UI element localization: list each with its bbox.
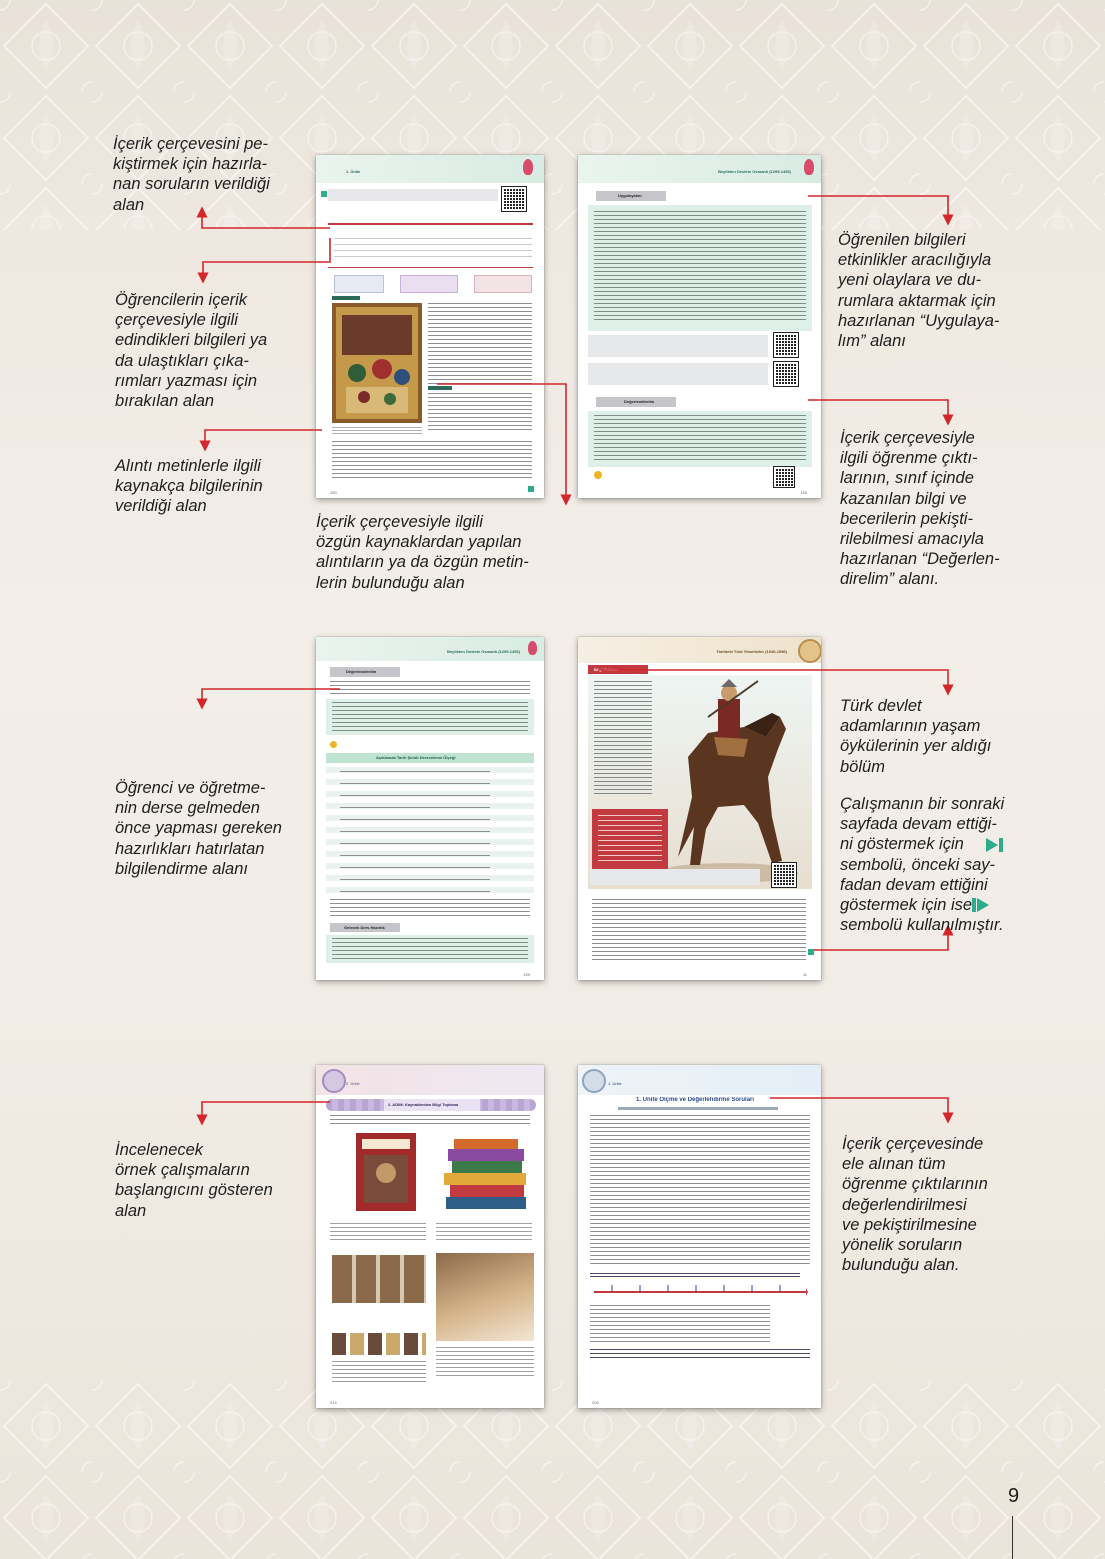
concept-box-3 — [474, 275, 532, 293]
continue-next-symbol-icon — [986, 838, 1004, 852]
tip-icon — [330, 741, 337, 748]
page-header-title: Beylikten Devlete Osmanlı (1299-1453) — [447, 649, 520, 654]
body-text — [592, 899, 806, 961]
instructions-text — [332, 702, 528, 732]
annotation-question-area: İçerik çerçevesini pe- kiştirmek için hazırla- nan soruların verildiği alan — [113, 135, 270, 214]
annotation-continue-line-b: sembolü, önceki say- fadan devam ettiğini göstermek için ise — [840, 855, 995, 915]
annotation-source-texts-area: İçerik çerçevesiyle ilgili özgün kaynaklardan yapılan alıntıların ya da özgün metin- lerin bulunduğu alan — [316, 513, 529, 592]
bilgi-kutusu-label: Bilgi Kutusu — [594, 667, 618, 672]
question-3-text — [590, 1305, 770, 1345]
page-unit-label: 2. Ünite — [346, 1081, 360, 1086]
caption-text-2 — [436, 1223, 532, 1243]
evaluate-text — [594, 415, 806, 461]
page-unit-label: 1. Ünite — [608, 1081, 622, 1086]
sample-page-unit-content — [316, 155, 544, 498]
sample-page-sample-study — [316, 1065, 544, 1408]
rosette-ornament — [798, 639, 821, 663]
practice-text — [594, 211, 806, 323]
notes-text — [330, 899, 530, 917]
website-screenshot — [332, 1255, 426, 1303]
write-area-line-2 — [328, 267, 533, 268]
tulip-ornament — [804, 159, 814, 175]
continue-symbol-end — [808, 949, 814, 955]
annotation-continue-line-a: Çalışmanın bir sonraki sayfada devam ettiği- ni göstermek için — [840, 795, 1005, 854]
timeline-text — [598, 815, 662, 863]
annotation-biography-section: Türk devlet adamlarının yaşam öykülerinin yer aldığı bölüm — [840, 697, 992, 776]
timeline-strip — [592, 1285, 808, 1299]
rosette-ornament — [322, 1069, 346, 1093]
biography-text — [594, 681, 652, 797]
evaluate-section-label: Değerlendirelim — [624, 399, 655, 404]
sample-page-biography — [578, 637, 821, 980]
caption-text-1 — [330, 1223, 426, 1243]
annotation-preparation-area: Öğrenci ve öğretme- nin derse gelmeden önce yapması gereken hazırlıkları hatırlatan bilgilendirme alanı — [115, 779, 282, 878]
source-text-1 — [428, 303, 532, 385]
caption-text-4 — [436, 1347, 534, 1377]
page-header-band — [578, 1065, 821, 1095]
question-2-title — [590, 1273, 800, 1279]
sample-page-assessment-questions — [578, 1065, 821, 1408]
page-number: 11 — [802, 972, 807, 977]
annotation-reference-area: Alıntı metinlerle ilgili kaynakça bilgilerinin verildiği alan — [115, 457, 263, 516]
tip-icon — [594, 471, 602, 479]
practice-bar-2 — [588, 363, 768, 385]
source-label-2 — [428, 386, 452, 390]
source-text-2 — [428, 393, 532, 433]
history-book-cover-image — [356, 1133, 416, 1211]
qr-code — [774, 362, 798, 386]
page-header-title: Beylikten Devlete Osmanlı (1299-1453) — [718, 169, 791, 174]
page-number: 150 — [330, 490, 337, 495]
concept-box-1 — [334, 275, 384, 293]
write-area-line-1 — [328, 223, 533, 225]
annotation-evaluation-area: İçerik çerçevesiyle ilgili öğrenme çıktı- larının, sınıf içinde kazanılan bilgi ve becerilerin pekişti- rilebilmesi amacıyla hazırlanan “Değerlen- direlim” alanı. — [840, 429, 1000, 589]
caption-text-3 — [332, 1361, 426, 1385]
stack-of-books-image — [440, 1137, 532, 1217]
intro-text — [330, 1115, 530, 1127]
assessment-subtitle — [618, 1107, 778, 1110]
next-lesson-text — [332, 938, 528, 960]
write-area-lines — [334, 233, 532, 261]
intro-text — [330, 681, 530, 697]
annotation-sample-study-start: İncelenecek örnek çalışmaların başlangıcını gösteren alan — [115, 1141, 273, 1220]
tulip-ornament — [528, 641, 537, 655]
page-number: 200 — [592, 1400, 599, 1405]
annotation-continue-line-c: sembolü kullanılmıştır. — [840, 916, 1004, 935]
concept-box-2 — [400, 275, 458, 293]
annotation-writing-area: Öğrencilerin içerik çerçevesiyle ilgili edindikleri bilgileri ya da ulaştıkları çıka- rımları yazması için bırakılan alan — [115, 291, 268, 411]
rating-table-text — [340, 769, 490, 893]
practice-section-label: Uygulayalım — [618, 193, 642, 198]
warrior-on-horse-illustration — [648, 677, 808, 887]
annotation-continue-symbols — [840, 794, 1040, 935]
page-number: 155 — [800, 490, 807, 495]
library-photo — [436, 1253, 534, 1341]
evaluate-section-label: Değerlendirelim — [346, 669, 377, 674]
qr-code — [502, 187, 526, 211]
rosette-ornament — [582, 1069, 606, 1093]
page-number-main: 9 — [1008, 1485, 1020, 1507]
book-covers-row — [332, 1333, 426, 1355]
question-bar — [328, 189, 498, 201]
assessment-title: 1. Ünite Ölçme ve Değerlendirme Soruları — [636, 1097, 755, 1103]
continue-symbol-end — [528, 486, 534, 492]
question-4-text — [590, 1349, 810, 1361]
question-1-text — [590, 1115, 810, 1265]
practice-bar-1 — [588, 335, 768, 357]
body-text — [332, 441, 532, 481]
qr-code — [774, 333, 798, 357]
page-header-band — [316, 1065, 544, 1095]
study-title: 2. ADIM: Kaynaklardan Bilgi Toplama — [388, 1102, 459, 1107]
caption-bar — [590, 869, 760, 885]
annotation-practice-area: Öğrenilen bilgileri etkinlikler aracılığıyla yeni olaylara ve du- rumlara aktarmak için hazırlanan “Uygulaya- lım” alanı — [838, 231, 1000, 351]
rating-scale-title: Açıklamalı Tarih Şeridi Dereceleme Ölçeği — [376, 755, 456, 760]
annotation-assessment-questions: İçerik çerçevesinde ele alınan tüm öğrenme çıktılarının değerlendirilmesi ve pekiştirilmesine yönelik soruların bulunduğu alan. — [842, 1135, 988, 1275]
reference-text — [332, 427, 422, 435]
page-number: 159 — [523, 972, 530, 977]
sample-page-evaluation — [316, 637, 544, 980]
sample-page-practice — [578, 155, 821, 498]
tulip-ornament — [523, 159, 533, 175]
page-unit-label: 1. Ünite — [346, 169, 361, 174]
qr-code — [774, 467, 794, 487]
page-header-title: Tarihteki Türk Yöneticiler (1040-1096) — [716, 649, 787, 654]
next-lesson-label: Gelecek Ders Hazırlık — [344, 925, 385, 930]
source-label — [332, 296, 360, 300]
continue-symbol-start — [321, 191, 327, 197]
qr-code — [772, 863, 796, 887]
miniature-painting-image — [332, 303, 422, 423]
page-number: 214 — [330, 1400, 337, 1405]
continue-previous-symbol-icon — [972, 898, 990, 912]
page-number-rule — [1012, 1516, 1013, 1559]
